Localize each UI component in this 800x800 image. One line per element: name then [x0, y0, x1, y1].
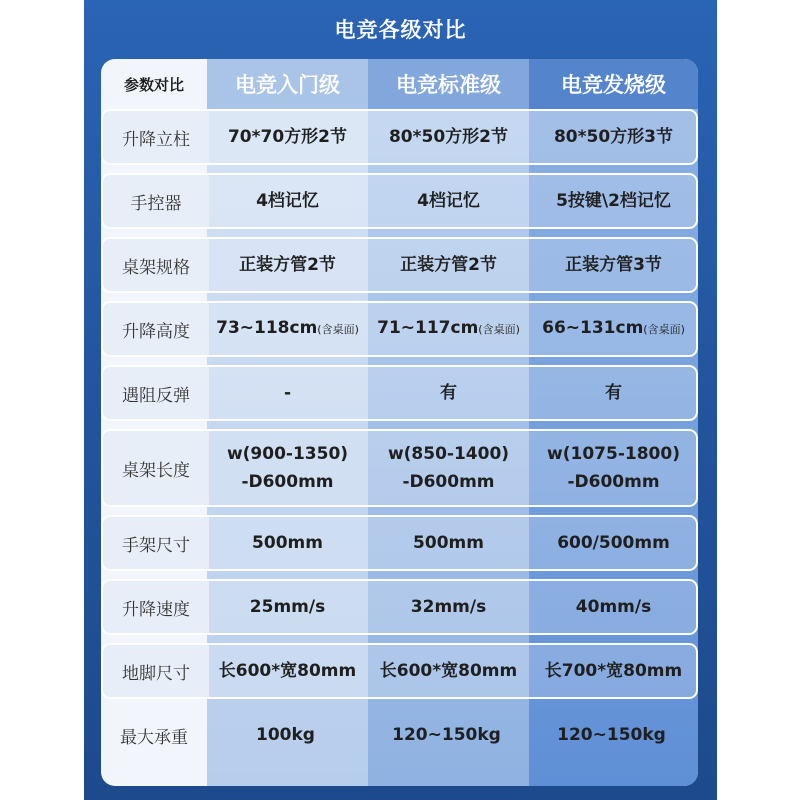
table-row: [101, 301, 698, 357]
cell-tier2: [368, 111, 529, 163]
row-param: 桌架规格: [103, 239, 209, 291]
cell-value: w(900-1350): [226, 444, 349, 464]
table-row: [101, 515, 698, 571]
cell-value: 70*70方形2节: [227, 127, 348, 147]
param-header: 参数对比: [123, 75, 184, 94]
cell-tier1: [207, 239, 368, 291]
cell-value-main: 66~131cm: [542, 318, 644, 338]
cell-value: 100kg: [256, 725, 315, 745]
cell-value: [542, 314, 685, 344]
table-row: [101, 237, 698, 293]
cell-value: 120~150kg: [557, 725, 666, 745]
cell-tier3: [529, 517, 698, 569]
cell-value: -: [283, 383, 292, 403]
cell-value: 长600*宽80mm: [218, 661, 357, 681]
cell-value: 25mm/s: [249, 597, 326, 617]
cell-value: 有: [605, 383, 622, 403]
cell-value: 长700*宽80mm: [544, 661, 683, 681]
cell-value: 600/500mm: [557, 533, 670, 553]
cell-value-multiline: [547, 440, 680, 496]
cell-value: w(850-1400): [387, 444, 510, 464]
cell-tier2: [368, 367, 529, 419]
cell-tier2: [366, 707, 527, 763]
cell-tier3: [527, 707, 696, 763]
cell-tier3: [529, 303, 698, 355]
tier-header-entry: 电竞入门级: [207, 59, 368, 109]
cell-value: 正装方管2节: [239, 255, 336, 275]
cell-value: 120~150kg: [392, 725, 501, 745]
table-row: [101, 643, 698, 699]
row-param: 升降立柱: [103, 111, 209, 163]
cell-value-line2: -D600mm: [241, 472, 334, 492]
cell-value-multiline: [227, 440, 348, 496]
cell-value: 500mm: [413, 533, 484, 553]
cell-tier1: [207, 111, 368, 163]
cell-tier3: [529, 111, 698, 163]
row-param: 升降高度: [103, 303, 209, 355]
cell-tier3: [529, 645, 698, 697]
page-title: 电竞各级对比: [334, 18, 467, 42]
row-param: 最大承重: [120, 727, 188, 748]
cell-tier2: [368, 431, 529, 505]
row-param: 地脚尺寸: [103, 645, 209, 697]
cell-value: 32mm/s: [410, 597, 487, 617]
cell-value: 80*50方形3节: [553, 127, 674, 147]
cell-value-multiline: [388, 440, 509, 496]
cell-value: 80*50方形2节: [388, 127, 509, 147]
cell-value: 4档记忆: [417, 191, 480, 211]
tier-header-enthusiast: 电竞发烧级: [529, 59, 698, 109]
cell-value: 正装方管3节: [565, 255, 662, 275]
table-row: [101, 109, 698, 165]
cell-value: 长600*宽80mm: [379, 661, 518, 681]
row-param: 遇阻反弹: [103, 367, 209, 419]
cell-tier2: [368, 303, 529, 355]
row-param: 手控器: [103, 175, 209, 227]
cell-value: 5按键\2档记忆: [556, 191, 671, 211]
cell-tier1: [207, 581, 368, 633]
cell-tier2: [368, 645, 529, 697]
comparison-table: [101, 59, 698, 786]
cell-note: (含桌面): [317, 323, 359, 336]
cell-tier3: [529, 581, 698, 633]
cell-value-line2: -D600mm: [402, 472, 495, 492]
tier-header-standard: 电竞标准级: [368, 59, 529, 109]
cell-tier3: [529, 431, 698, 505]
cell-value-main: 73~118cm: [216, 318, 318, 338]
table-header: [101, 59, 698, 109]
cell-value: 正装方管2节: [400, 255, 497, 275]
cell-tier2: [368, 517, 529, 569]
cell-tier2: [368, 581, 529, 633]
cell-value: 500mm: [252, 533, 323, 553]
row-param: 桌架长度: [103, 431, 209, 505]
cell-value: 4档记忆: [256, 191, 319, 211]
table-row: [101, 579, 698, 635]
cell-tier1: [207, 517, 368, 569]
cell-tier1: [207, 431, 368, 505]
cell-value: 40mm/s: [575, 597, 652, 617]
cell-tier2: [368, 239, 529, 291]
cell-tier3: [529, 367, 698, 419]
table-row: [101, 365, 698, 421]
table-row: [101, 173, 698, 229]
row-param: 手架尺寸: [103, 517, 209, 569]
cell-value-main: 71~117cm: [377, 318, 479, 338]
table-row: [101, 429, 698, 507]
cell-tier1: [207, 175, 368, 227]
cell-value: 有: [440, 383, 457, 403]
cell-note: (含桌面): [643, 323, 685, 336]
cell-tier1: [207, 367, 368, 419]
cell-value: [216, 314, 359, 344]
row-param: 升降速度: [103, 581, 209, 633]
table-row: [101, 707, 698, 763]
cell-tier2: [368, 175, 529, 227]
cell-value-line2: -D600mm: [567, 472, 660, 492]
cell-tier3: [529, 175, 698, 227]
cell-value: w(1075-1800): [547, 444, 680, 464]
cell-tier1: [207, 645, 368, 697]
cell-tier3: [529, 239, 698, 291]
cell-note: (含桌面): [478, 323, 520, 336]
cell-value: [377, 314, 520, 344]
cell-tier1: [207, 303, 368, 355]
cell-tier1: [205, 707, 366, 763]
